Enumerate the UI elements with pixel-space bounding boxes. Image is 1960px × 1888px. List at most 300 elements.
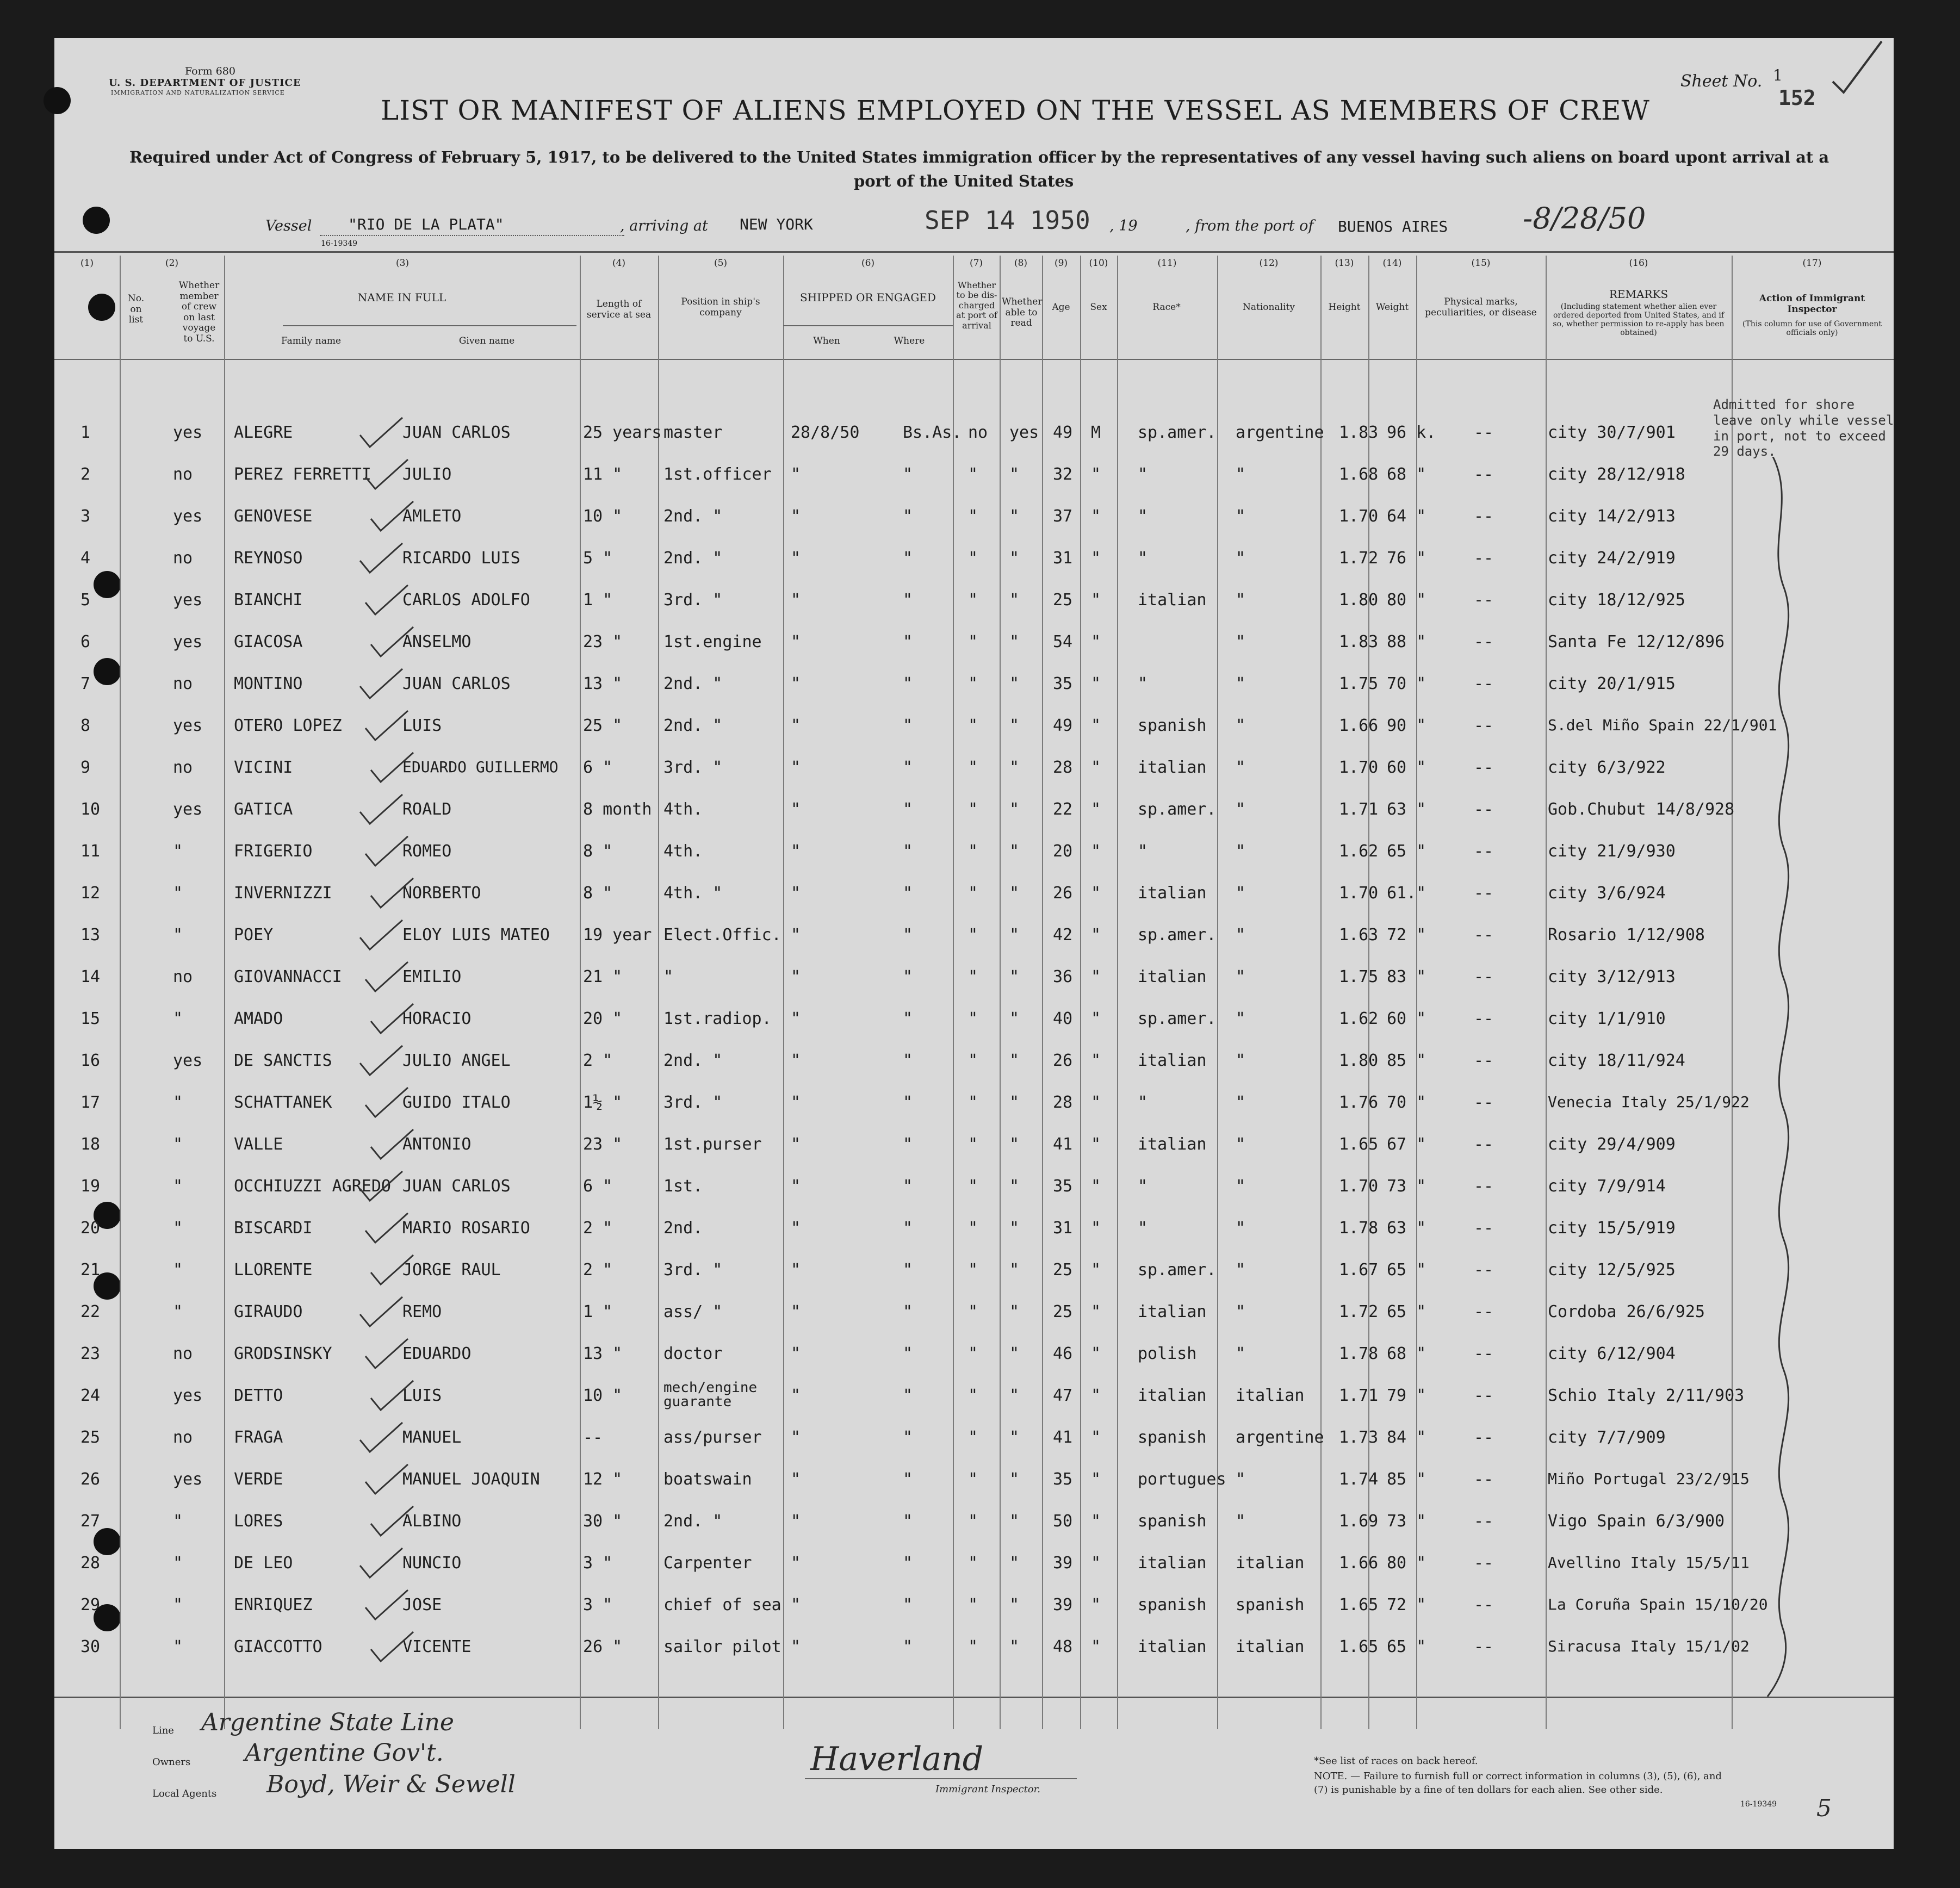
cell-race: italian: [1138, 884, 1207, 903]
cell-age: 39: [1053, 1595, 1073, 1614]
cell-age: 22: [1053, 800, 1073, 819]
punch-hole: [44, 87, 71, 114]
cell-shipped-where: ": [903, 507, 913, 526]
cell-height: 1.69: [1339, 1512, 1379, 1531]
cell-length-of-service: 3 ": [583, 1554, 613, 1573]
cell-age: 50: [1053, 1512, 1073, 1531]
cell-race: sp.amer.: [1138, 1009, 1217, 1028]
cell-shipped-when: ": [791, 926, 801, 945]
column-number: (3): [395, 258, 410, 269]
cell-family-name: VICINI: [234, 758, 293, 777]
cell-sex: ": [1091, 1554, 1101, 1573]
cell-shipped-when: ": [791, 1177, 801, 1196]
cell-to-be-discharged: ": [968, 1595, 978, 1614]
cell-height: 1.74: [1339, 1470, 1379, 1489]
cell-height: 1.65: [1339, 1637, 1379, 1656]
cell-to-be-discharged: ": [968, 758, 978, 777]
punch-hole: [83, 207, 110, 234]
arrival-port: NEW YORK: [740, 215, 813, 233]
cell-age: 32: [1053, 465, 1073, 484]
cell-to-be-discharged: ": [968, 1344, 978, 1363]
table-row: [54, 1544, 1894, 1585]
cell-able-to-read: ": [1009, 926, 1020, 945]
check-mark-icon: [362, 1337, 411, 1375]
cell-weight: 60 ": [1387, 758, 1426, 777]
cell-ship-position: 2nd. ": [663, 1512, 723, 1531]
cell-to-be-discharged: ": [968, 1637, 978, 1656]
cell-age: 39: [1053, 1554, 1073, 1573]
cell-weight: 65 ": [1387, 1302, 1426, 1321]
cell-length-of-service: 20 ": [583, 1009, 623, 1028]
cell-ship-position: sailor pilot: [663, 1637, 781, 1656]
cell-shipped-when: ": [791, 1219, 801, 1238]
cell-race: ": [1138, 1177, 1148, 1196]
cell-able-to-read: ": [1009, 465, 1020, 484]
cell-shipped-where: ": [903, 1135, 913, 1154]
check-mark-icon: [368, 625, 417, 663]
cell-able-to-read: ": [1009, 758, 1020, 777]
check-mark-icon: [357, 792, 406, 830]
cell-race: sp.amer.: [1138, 800, 1217, 819]
cell-physical-marks: --: [1474, 1386, 1494, 1405]
cell-sex: ": [1091, 1260, 1101, 1280]
table-row: [54, 1376, 1894, 1418]
cell-shipped-when: ": [791, 674, 801, 693]
cell-remarks: Vigo Spain 6/3/900: [1548, 1512, 1725, 1531]
table-row: [54, 539, 1894, 580]
cell-able-to-read: ": [1009, 1219, 1020, 1238]
cell-shipped-where: ": [903, 549, 913, 568]
cell-ship-position: 3rd. ": [663, 1093, 723, 1112]
header-remarks-detail: (Including statement whether alien ever ordered deported from United States, and if so, whether permission to re-apply has been obtained): [1553, 302, 1725, 338]
cell-remarks: Avellino Italy 15/5/11: [1548, 1554, 1750, 1572]
header-where: Where: [894, 336, 925, 346]
cell-sex: ": [1091, 591, 1101, 610]
cell-race: italian: [1138, 591, 1207, 610]
cell-able-to-read: ": [1009, 1177, 1020, 1196]
cell-length-of-service: 13 ": [583, 674, 623, 693]
cell-physical-marks: --: [1474, 758, 1494, 777]
cell-height: 1.66: [1339, 716, 1379, 735]
cell-ship-position: 2nd. ": [663, 507, 723, 526]
column-number: (16): [1629, 258, 1648, 269]
agents-label: Local Agents: [152, 1788, 217, 1799]
cell-previous-voyage: yes: [173, 716, 203, 735]
cell-weight: 76 ": [1387, 549, 1426, 568]
cell-shipped-where: ": [903, 884, 913, 903]
cell-shipped-where: ": [903, 926, 913, 945]
cell-remarks: city 6/3/922: [1548, 758, 1666, 777]
table-row: [54, 748, 1894, 790]
cell-physical-marks: --: [1474, 842, 1494, 861]
cell-ship-position: 2nd. ": [663, 674, 723, 693]
cell-race: italian: [1138, 1637, 1207, 1656]
cell-shipped-where: ": [903, 591, 913, 610]
cell-race: polish: [1138, 1344, 1197, 1363]
cell-sex: ": [1091, 884, 1101, 903]
cell-family-name: GENOVESE: [234, 507, 313, 526]
header-action: Action of Immigrant Inspector: [1759, 293, 1865, 315]
cell-sex: ": [1091, 1344, 1101, 1363]
table-row: [54, 1251, 1894, 1292]
cell-shipped-when: ": [791, 507, 801, 526]
cell-height: 1.63: [1339, 926, 1379, 945]
cell-ship-position: master: [663, 423, 723, 442]
cell-weight: 65 ": [1387, 842, 1426, 861]
cell-family-name: VERDE: [234, 1470, 283, 1489]
cell-nationality: ": [1236, 800, 1246, 819]
cell-remarks: city 29/4/909: [1548, 1135, 1676, 1154]
cell-given-name: JUAN CARLOS: [402, 674, 511, 693]
cell-previous-voyage: no: [173, 549, 193, 568]
cell-able-to-read: ": [1009, 632, 1020, 651]
cell-ship-position: mech/engine guarante: [663, 1380, 758, 1410]
column-number: (11): [1157, 258, 1177, 269]
cell-able-to-read: ": [1009, 800, 1020, 819]
cell-given-name: ELOY LUIS MATEO: [402, 926, 550, 945]
cell-nationality: argentine: [1236, 423, 1324, 442]
cell-race: ": [1138, 842, 1148, 861]
cell-age: 35: [1053, 674, 1073, 693]
cell-height: 1.80: [1339, 591, 1379, 610]
check-mark-icon: [362, 1085, 411, 1123]
cell-height: 1.78: [1339, 1219, 1379, 1238]
header-sex: Sex: [1090, 302, 1107, 313]
manifest-sheet: [54, 38, 1894, 1849]
cell-remarks: Cordoba 26/6/925: [1548, 1302, 1705, 1321]
cell-length-of-service: 23 ": [583, 632, 623, 651]
cell-height: 1.72: [1339, 1302, 1379, 1321]
cell-shipped-where: Bs.As.: [903, 423, 962, 442]
cell-ship-position: ass/ ": [663, 1302, 723, 1321]
departure-port: BUENOS AIRES: [1338, 218, 1448, 235]
check-mark-icon: [362, 1211, 411, 1249]
owners-value: Argentine Gov't.: [245, 1739, 444, 1767]
cell-to-be-discharged: ": [968, 465, 978, 484]
table-row: [54, 1628, 1894, 1669]
cell-row-number: 23: [80, 1344, 101, 1363]
cell-sex: ": [1091, 1428, 1101, 1447]
cell-family-name: PEREZ FERRETTI: [234, 465, 371, 484]
cell-previous-voyage: ": [173, 1009, 183, 1028]
cell-physical-marks: --: [1474, 1302, 1494, 1321]
cell-family-name: GIOVANNACCI: [234, 967, 342, 986]
cell-able-to-read: ": [1009, 1009, 1020, 1028]
cell-height: 1.80: [1339, 1051, 1379, 1070]
cell-row-number: 1: [80, 423, 91, 442]
cell-shipped-when: ": [791, 1470, 801, 1489]
cell-length-of-service: 19 year: [583, 926, 652, 945]
cell-ship-position: 1st.engine: [663, 632, 762, 651]
header-nationality: Nationality: [1243, 302, 1295, 313]
cell-sex: ": [1091, 674, 1101, 693]
cell-given-name: ANSELMO: [402, 632, 472, 651]
cell-given-name: MARIO ROSARIO: [402, 1219, 530, 1238]
cell-remarks: Siracusa Italy 15/1/02: [1548, 1637, 1750, 1655]
cell-row-number: 18: [80, 1135, 101, 1154]
cell-length-of-service: 3 ": [583, 1595, 613, 1614]
cell-remarks: city 3/6/924: [1548, 884, 1666, 903]
cell-given-name: REMO: [402, 1302, 442, 1321]
cell-able-to-read: ": [1009, 1554, 1020, 1573]
cell-length-of-service: 2 ": [583, 1260, 613, 1280]
cell-shipped-when: ": [791, 800, 801, 819]
cell-height: 1.75: [1339, 967, 1379, 986]
cell-height: 1.62: [1339, 842, 1379, 861]
cell-nationality: italian: [1236, 1637, 1305, 1656]
cell-race: italian: [1138, 1554, 1207, 1573]
cell-height: 1.67: [1339, 1260, 1379, 1280]
cell-physical-marks: --: [1474, 1177, 1494, 1196]
cell-given-name: JUAN CARLOS: [402, 423, 511, 442]
cell-shipped-when: ": [791, 1260, 801, 1280]
cell-weight: 85 ": [1387, 1051, 1426, 1070]
column-number: (10): [1089, 258, 1108, 269]
cell-able-to-read: ": [1009, 1093, 1020, 1112]
cell-nationality: italian: [1236, 1386, 1305, 1405]
cell-family-name: FRIGERIO: [234, 842, 313, 861]
cell-shipped-where: ": [903, 1219, 913, 1238]
cell-physical-marks: --: [1474, 1135, 1494, 1154]
cell-age: 49: [1053, 423, 1073, 442]
column-number: (12): [1259, 258, 1279, 269]
cell-weight: 68 ": [1387, 1344, 1426, 1363]
cell-sex: ": [1091, 1302, 1101, 1321]
cell-age: 48: [1053, 1637, 1073, 1656]
cell-physical-marks: --: [1474, 1344, 1494, 1363]
cell-shipped-where: ": [903, 1344, 913, 1363]
table-bottom-border: [54, 1697, 1894, 1698]
cell-ship-position: boatswain: [663, 1470, 752, 1489]
cell-row-number: 2: [80, 465, 91, 484]
cell-race: ": [1138, 1219, 1148, 1238]
cell-given-name: ROALD: [402, 800, 452, 819]
cell-shipped-where: ": [903, 1177, 913, 1196]
cell-sex: ": [1091, 1009, 1101, 1028]
cell-family-name: OTERO LOPEZ: [234, 716, 342, 735]
header-able-read: Whether able to read: [1002, 296, 1043, 329]
cell-shipped-where: ": [903, 1595, 913, 1614]
cell-length-of-service: 6 ": [583, 1177, 613, 1196]
check-mark-icon: [357, 1295, 406, 1333]
cell-family-name: GIRAUDO: [234, 1302, 303, 1321]
cell-shipped-where: ": [903, 800, 913, 819]
cell-height: 1.73: [1339, 1428, 1379, 1447]
cell-sex: ": [1091, 1386, 1101, 1405]
cell-race: italian: [1138, 1302, 1207, 1321]
cell-family-name: ALEGRE: [234, 423, 293, 442]
check-mark-icon: [368, 1630, 417, 1668]
cell-nationality: ": [1236, 1219, 1246, 1238]
cell-shipped-when: ": [791, 967, 801, 986]
cell-remarks: city 12/5/925: [1548, 1260, 1676, 1280]
cell-shipped-where: ": [903, 1260, 913, 1280]
cell-weight: 80 ": [1387, 591, 1426, 610]
cell-height: 1.71: [1339, 800, 1379, 819]
cell-physical-marks: --: [1474, 1428, 1494, 1447]
cell-to-be-discharged: ": [968, 507, 978, 526]
cell-able-to-read: ": [1009, 1512, 1020, 1531]
header-race: Race*: [1152, 302, 1181, 313]
check-mark-icon: [368, 876, 417, 914]
cell-shipped-when: ": [791, 1428, 801, 1447]
cell-age: 25: [1053, 1260, 1073, 1280]
check-mark-icon: [357, 541, 406, 579]
cell-physical-marks: --: [1474, 716, 1494, 735]
cell-race: sp.amer.: [1138, 423, 1217, 442]
cell-family-name: DE LEO: [234, 1554, 293, 1573]
cell-sex: ": [1091, 632, 1101, 651]
cell-given-name: EMILIO: [402, 967, 462, 986]
cell-sex: ": [1091, 1470, 1101, 1489]
cell-age: 54: [1053, 632, 1073, 651]
cell-nationality: ": [1236, 632, 1246, 651]
cell-height: 1.76: [1339, 1093, 1379, 1112]
cell-age: 31: [1053, 1219, 1073, 1238]
cell-sex: ": [1091, 1595, 1101, 1614]
header-height: Height: [1328, 302, 1361, 313]
line-label: Line: [152, 1725, 174, 1736]
cell-nationality: ": [1236, 842, 1246, 861]
header-physical-marks: Physical marks, peculiarities, or disease: [1425, 296, 1537, 318]
cell-given-name: JORGE RAUL: [402, 1260, 501, 1280]
table-row: [54, 1334, 1894, 1376]
column-number: (9): [1054, 258, 1068, 269]
cell-remarks: Rosario 1/12/908: [1548, 926, 1705, 945]
cell-row-number: 9: [80, 758, 91, 777]
cell-shipped-when: ": [791, 758, 801, 777]
cell-family-name: INVERNIZZI: [234, 884, 332, 903]
cell-remarks: Gob.Chubut 14/8/928: [1548, 800, 1735, 819]
cell-previous-voyage: ": [173, 1219, 183, 1238]
cell-given-name: HORACIO: [402, 1009, 472, 1028]
cell-row-number: 5: [80, 591, 91, 610]
cell-remarks: Miño Portugal 23/2/915: [1548, 1470, 1750, 1488]
cell-ship-position: Carpenter: [663, 1554, 752, 1573]
check-mark-icon: [362, 960, 411, 998]
cell-physical-marks: --: [1474, 967, 1494, 986]
cell-able-to-read: ": [1009, 1135, 1020, 1154]
cell-row-number: 16: [80, 1051, 101, 1070]
cell-nationality: ": [1236, 591, 1246, 610]
cell-given-name: EDUARDO GUILLERMO: [402, 758, 559, 776]
cell-length-of-service: 11 ": [583, 465, 623, 484]
cell-row-number: 21: [80, 1260, 101, 1280]
header-name-in-full: NAME IN FULL: [357, 291, 446, 304]
cell-to-be-discharged: ": [968, 549, 978, 568]
footer-form-code: 16-19349: [1740, 1800, 1777, 1809]
cell-able-to-read: ": [1009, 591, 1020, 610]
check-mark-icon: [1827, 38, 1887, 98]
cell-length-of-service: 10 ": [583, 1386, 623, 1405]
cell-shipped-when: ": [791, 591, 801, 610]
cell-previous-voyage: no: [173, 1344, 193, 1363]
cell-to-be-discharged: ": [968, 842, 978, 861]
cell-race: spanish: [1138, 1512, 1207, 1531]
handwritten-date: -8/28/50: [1523, 201, 1646, 235]
table-row: [54, 790, 1894, 831]
cell-family-name: SCHATTANEK: [234, 1093, 332, 1112]
cell-previous-voyage: yes: [173, 1051, 203, 1070]
table-row: [54, 1125, 1894, 1166]
department-name: U. S. DEPARTMENT OF JUSTICE: [109, 77, 301, 89]
cell-family-name: GIACCOTTO: [234, 1637, 322, 1656]
cell-remarks: city 18/12/925: [1548, 591, 1685, 610]
cell-previous-voyage: ": [173, 884, 183, 903]
cell-previous-voyage: no: [173, 758, 193, 777]
cell-previous-voyage: yes: [173, 507, 203, 526]
cell-ship-position: 4th. ": [663, 884, 723, 903]
cell-length-of-service: 8 ": [583, 884, 613, 903]
cell-height: 1.70: [1339, 1177, 1379, 1196]
cell-sex: ": [1091, 1093, 1101, 1112]
cell-length-of-service: 26 ": [583, 1637, 623, 1656]
cell-weight: 84 ": [1387, 1428, 1426, 1447]
cell-remarks: Schio Italy 2/11/903: [1548, 1386, 1745, 1405]
cell-family-name: OCCHIUZZI AGREDO: [234, 1177, 391, 1196]
cell-remarks: city 20/1/915: [1548, 674, 1676, 693]
cell-remarks: city 1/1/910: [1548, 1009, 1666, 1028]
cell-shipped-when: ": [791, 1009, 801, 1028]
table-row: [54, 916, 1894, 957]
cell-shipped-where: ": [903, 1009, 913, 1028]
column-number: (5): [714, 258, 728, 269]
check-mark-icon: [368, 1127, 417, 1165]
check-mark-icon: [357, 1044, 406, 1082]
form-code: 16-19349: [321, 239, 358, 248]
cell-nationality: ": [1236, 758, 1246, 777]
cell-family-name: POEY: [234, 926, 274, 945]
form-number: Form 680: [185, 65, 235, 77]
cell-shipped-where: ": [903, 1093, 913, 1112]
cell-able-to-read: yes: [1009, 423, 1039, 442]
cell-able-to-read: ": [1009, 674, 1020, 693]
cell-sex: ": [1091, 507, 1101, 526]
cell-given-name: AMLETO: [402, 507, 462, 526]
cell-shipped-where: ": [903, 1512, 913, 1531]
cell-length-of-service: 30 ": [583, 1512, 623, 1531]
cell-row-number: 30: [80, 1637, 101, 1656]
cell-to-be-discharged: ": [968, 926, 978, 945]
cell-family-name: LORES: [234, 1512, 283, 1531]
vessel-name: "RIO DE LA PLATA": [348, 215, 504, 233]
cell-ship-position: 2nd. ": [663, 549, 723, 568]
cell-shipped-when: ": [791, 465, 801, 484]
sheet-number: 1: [1773, 66, 1783, 84]
cell-height: 1.83: [1339, 632, 1379, 651]
cell-shipped-when: ": [791, 632, 801, 651]
header-length-service: Length of service at sea: [586, 299, 652, 320]
cell-age: 40: [1053, 1009, 1073, 1028]
cell-remarks: Santa Fe 12/12/896: [1548, 632, 1725, 651]
cell-previous-voyage: yes: [173, 423, 203, 442]
cell-remarks: S.del Miño Spain 22/1/901: [1548, 716, 1777, 734]
cell-to-be-discharged: ": [968, 800, 978, 819]
cell-row-number: 26: [80, 1470, 101, 1489]
cell-previous-voyage: ": [173, 1093, 183, 1112]
cell-length-of-service: 2 ": [583, 1051, 613, 1070]
cell-able-to-read: ": [1009, 1051, 1020, 1070]
shipped-divider: [783, 325, 953, 326]
cell-physical-marks: --: [1474, 1512, 1494, 1531]
header-age: Age: [1052, 302, 1070, 313]
cell-nationality: ": [1236, 1470, 1246, 1489]
cell-sex: ": [1091, 1177, 1101, 1196]
cell-nationality: argentine: [1236, 1428, 1324, 1447]
cell-weight: 85 ": [1387, 1470, 1426, 1489]
cell-race: italian: [1138, 758, 1207, 777]
cell-row-number: 20: [80, 1219, 101, 1238]
